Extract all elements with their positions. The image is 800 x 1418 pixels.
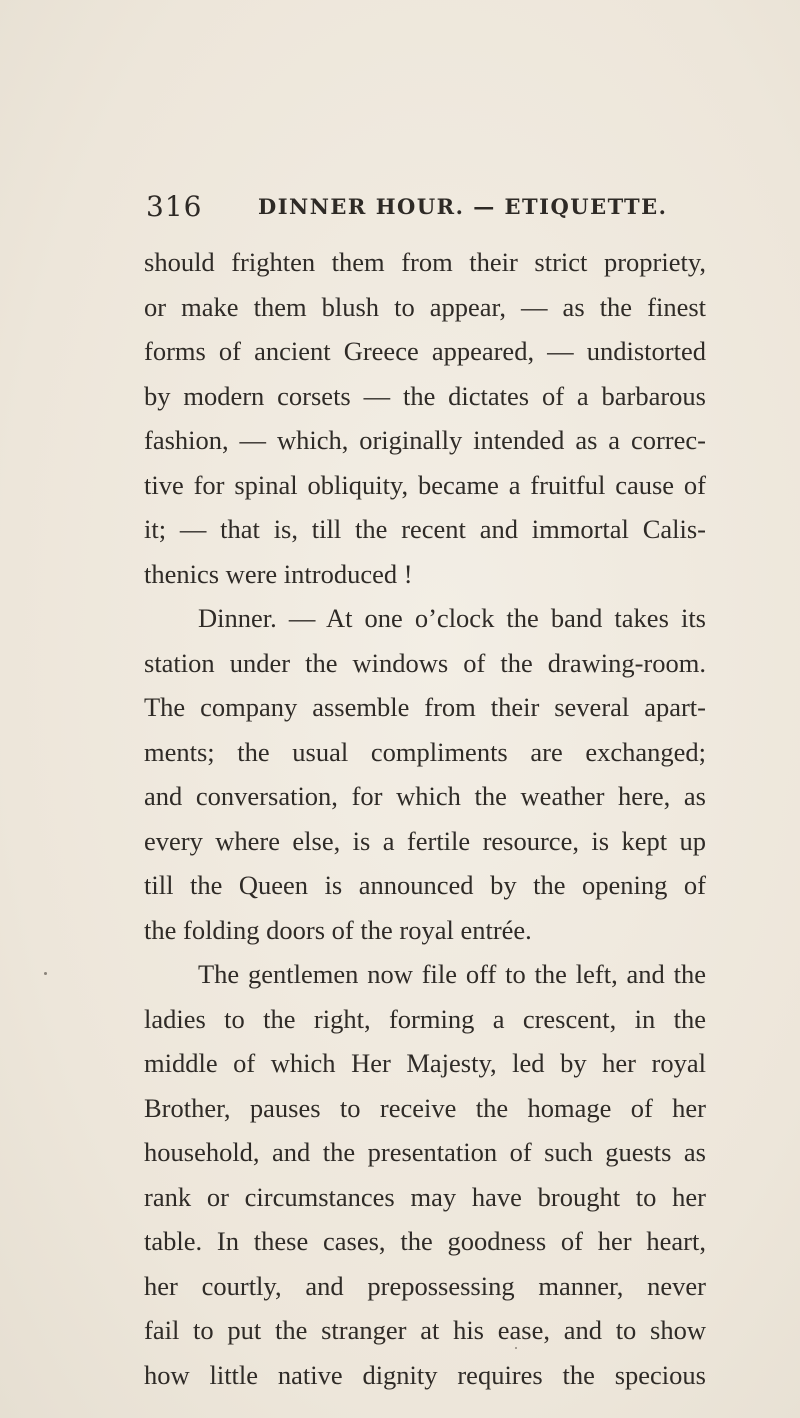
paper-speck (515, 1347, 517, 1349)
text-line: household, and the presentation of such guests as (144, 1137, 706, 1167)
text-line: station under the windows of the drawing-room. (144, 647, 706, 678)
text-line: middle of which Her Majesty, led by her royal (144, 1048, 706, 1078)
text-line: tive for spinal obliquity, became a fruitful cause of (144, 469, 706, 500)
text-line: Dinner. — At one o’clock the band takes its (198, 603, 706, 633)
text-line: forms of ancient Greece appeared, — undistorted (144, 336, 706, 366)
text-line: thenics were introduced ! (144, 558, 413, 589)
text-line: every where else, is a fertile resource, is kept up (144, 825, 706, 856)
text-line: how little native dignity requires the specious (144, 1359, 706, 1390)
body-text (144, 240, 706, 1397)
running-head (146, 190, 706, 230)
page-number: 316 (146, 190, 203, 223)
text-line: Brother, pauses to receive the homage of her (144, 1092, 706, 1123)
paper-speck (44, 972, 47, 975)
text-line: rank or circumstances may have brought to her (144, 1181, 706, 1212)
text-line: fail to put the stranger at his ease, and to show (144, 1315, 706, 1345)
text-line: table. In these cases, the goodness of her heart, (144, 1226, 706, 1256)
text-line: till the Queen is announced by the opening of (144, 870, 706, 900)
running-head-title: DINNER HOUR. — ETIQUETTE. (258, 194, 668, 219)
text-line: it; — that is, till the recent and immortal Calis- (144, 514, 706, 544)
text-line: by modern corsets — the dictates of a barbarous (144, 380, 706, 411)
text-line: the folding doors of the royal entrée. (144, 914, 532, 945)
text-line: or make them blush to appear, — as the finest (144, 291, 706, 322)
text-line: and conversation, for which the weather here, as (144, 781, 706, 811)
text-line: her courtly, and prepossessing manner, never (144, 1270, 706, 1301)
text-line: ladies to the right, forming a crescent, in the (144, 1003, 706, 1034)
text-line: should frighten them from their strict propriety, (144, 247, 706, 277)
text-line: The company assemble from their several apart- (144, 692, 706, 722)
text-line: ments; the usual compliments are exchanged; (144, 736, 706, 767)
text-line: fashion, — which, originally intended as a correc- (144, 425, 706, 455)
text-line: The gentlemen now file off to the left, and the (198, 959, 706, 989)
